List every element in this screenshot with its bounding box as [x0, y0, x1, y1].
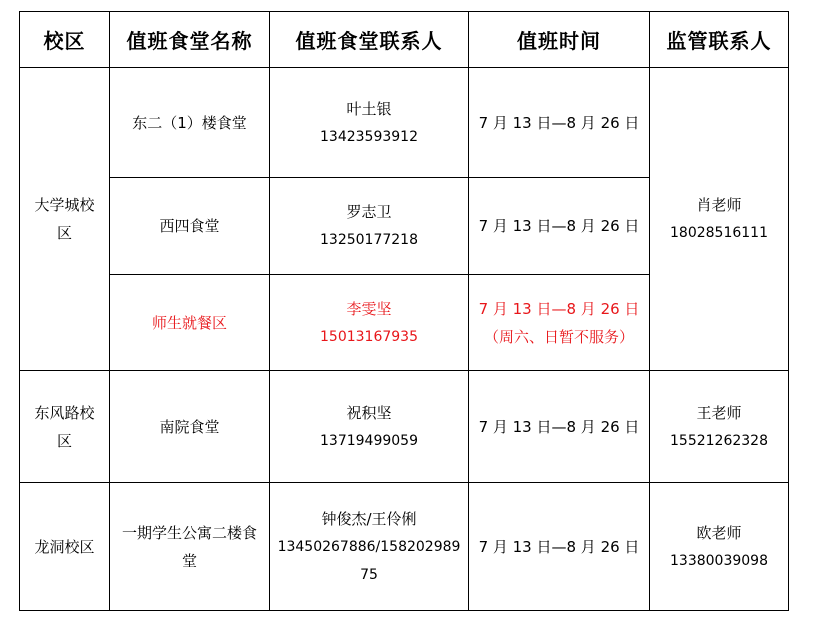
canteen-name: 西四食堂: [159, 217, 220, 235]
supervisor-cell: [650, 371, 789, 483]
duty-time: 7 月 13 日—8 月 26 日: [478, 113, 640, 132]
canteen-name-cell: [110, 275, 270, 371]
canteen-contact-cell: [270, 371, 469, 483]
header-canteen-name: 值班食堂名称: [110, 12, 270, 68]
contact-name: 钟俊杰/王伶俐: [321, 509, 417, 528]
canteen-schedule-table: [19, 11, 789, 611]
header-duty-time: 值班时间: [469, 12, 650, 68]
contact-name: 祝积坚: [346, 403, 392, 422]
canteen-name: 师生就餐区: [151, 313, 227, 332]
canteen-name: 东二（1）楼食堂: [132, 113, 247, 132]
campus-name: 龙洞校区: [34, 537, 95, 556]
contact-phone: 15013167935: [320, 328, 418, 345]
contact-name: 罗志卫: [346, 203, 392, 221]
supervisor-name: 肖老师: [696, 196, 742, 214]
contact-name: 李雯坚: [346, 299, 392, 318]
duty-time-cell: [469, 371, 650, 483]
supervisor-name: 欧老师: [696, 523, 742, 542]
duty-time-cell: [469, 68, 650, 178]
header-row: [20, 12, 789, 68]
supervisor-name: 王老师: [696, 403, 742, 422]
canteen-name-cell: [110, 178, 270, 275]
supervisor-phone: 13380039098: [670, 552, 768, 569]
contact-phone: 13250177218: [320, 232, 418, 248]
canteen-name: 一期学生公寓二楼食堂: [121, 523, 257, 570]
duty-time: 7 月 13 日—8 月 26 日: [478, 537, 640, 556]
canteen-contact-cell: [270, 275, 469, 371]
duty-time: 7 月 13 日—8 月 26 日: [478, 417, 640, 436]
table-row: [20, 371, 789, 483]
header-canteen-contact: 值班食堂联系人: [270, 12, 469, 68]
contact-name: 叶土银: [346, 99, 392, 118]
duty-time-cell: [469, 483, 650, 611]
campus-cell: [20, 68, 110, 371]
header-campus: 校区: [20, 12, 110, 68]
supervisor-phone: 18028516111: [670, 225, 768, 241]
campus-cell: [20, 371, 110, 483]
supervisor-phone: 15521262328: [670, 432, 768, 449]
table-row: [20, 483, 789, 611]
campus-cell: [20, 483, 110, 611]
supervisor-cell: [650, 68, 789, 371]
duty-time: 7 月 13 日—8 月 26 日: [478, 299, 640, 318]
table-row: [20, 68, 789, 178]
duty-time-cell: [469, 275, 650, 371]
duty-time-note: （周六、日暂不服务）: [483, 327, 634, 346]
header-supervisor-contact: 监管联系人: [650, 12, 789, 68]
canteen-name: 南院食堂: [159, 417, 220, 436]
canteen-name-cell: [110, 68, 270, 178]
contact-phone: 13450267886/15820298975: [277, 538, 461, 583]
canteen-name-cell: [110, 483, 270, 611]
duty-time-cell: [469, 178, 650, 275]
campus-name: 大学城校区: [34, 196, 95, 242]
supervisor-cell: [650, 483, 789, 611]
canteen-name-cell: [110, 371, 270, 483]
duty-time: 7 月 13 日—8 月 26 日: [478, 217, 640, 235]
contact-phone: 13719499059: [320, 432, 418, 449]
contact-phone: 13423593912: [320, 128, 418, 145]
campus-name: 东风路校区: [34, 403, 95, 450]
canteen-contact-cell: [270, 483, 469, 611]
canteen-contact-cell: [270, 68, 469, 178]
canteen-contact-cell: [270, 178, 469, 275]
